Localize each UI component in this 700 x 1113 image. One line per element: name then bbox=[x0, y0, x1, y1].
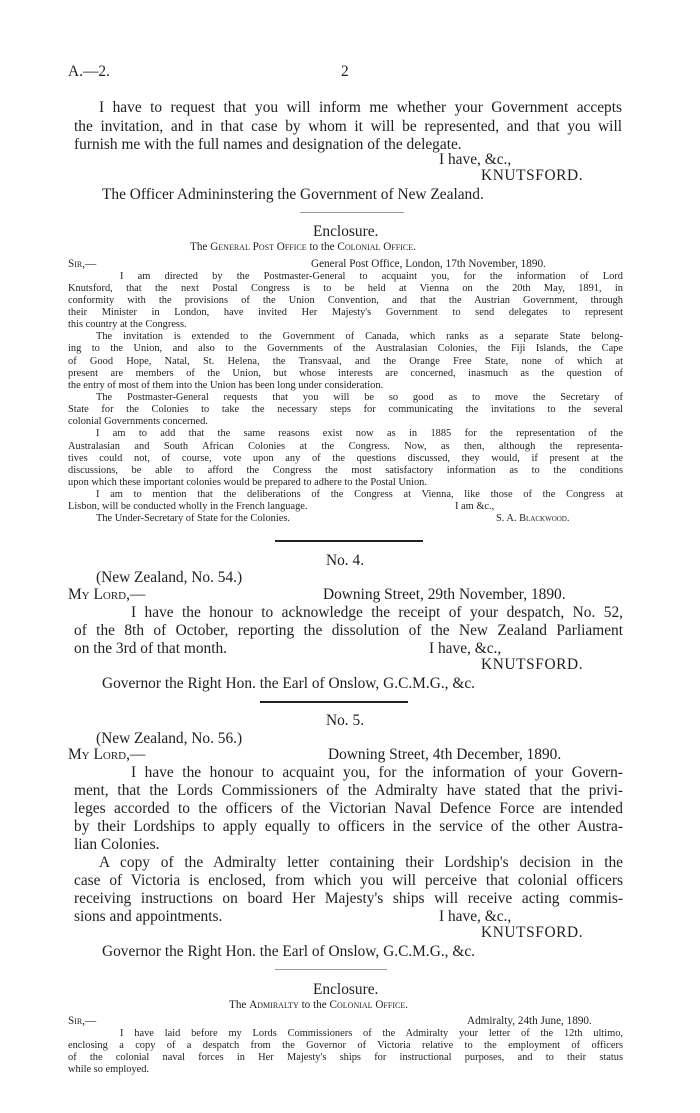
addressee: The Officer Admininstering the Government of New Zealand. bbox=[102, 186, 484, 203]
paragraph-line: their Minister in London, have invited Her Majesty's Government to send delegates to represent bbox=[68, 307, 623, 318]
place-date: Admiralty, 24th June, 1890. bbox=[467, 1015, 592, 1027]
divider bbox=[300, 212, 404, 213]
enclosure-subheading: The Admiralty to the Colonial Office. bbox=[229, 999, 409, 1011]
salutation: My Lord,— bbox=[68, 746, 146, 763]
paragraph-line: the entry of most of them into the Union has been long under consideration. bbox=[68, 380, 384, 391]
despatch-reference: (New Zealand, No. 54.) bbox=[96, 569, 243, 586]
section-divider bbox=[260, 701, 408, 703]
signature: KNUTSFORD. bbox=[481, 167, 584, 184]
salutation: My Lord,— bbox=[68, 586, 146, 603]
despatch-reference: (New Zealand, No. 56.) bbox=[96, 730, 243, 747]
paragraph-line: lian Colonies. bbox=[74, 836, 160, 853]
addressee: Governor the Right Hon. the Earl of Onslow, G.C.M.G., &c. bbox=[102, 943, 476, 960]
paragraph-line: leges accorded to the officers of the Victorian Naval Defence Force are intended bbox=[74, 800, 623, 817]
place-date: Downing Street, 4th December, 1890. bbox=[328, 746, 562, 763]
paragraph-line: Australasian and South African Colonies at the Congress. Now, as then, although the representa- bbox=[68, 441, 623, 452]
addressee: The Under-Secretary of State for the Colonies. bbox=[96, 513, 290, 524]
paragraph-line: colonial Governments concerned. bbox=[68, 416, 208, 427]
despatch-heading: No. 4. bbox=[326, 552, 365, 569]
place-date: General Post Office, London, 17th November, 1890. bbox=[311, 258, 546, 270]
paragraph-line: I am to mention that the deliberations of the Congress at Vienna, like those of the Congress at bbox=[96, 489, 623, 500]
paragraph-line: discussions, be able to afford the Congress the most satisfactory information as to the conditions bbox=[68, 465, 623, 476]
paragraph-line: present are members of the Union, but whose interests are concerned, inasmuch as the question of bbox=[68, 368, 623, 379]
paragraph-line: I am to add that the same reasons exist now as in 1885 for the representation of the bbox=[96, 428, 623, 439]
closing: I have, &c., bbox=[429, 640, 502, 657]
paragraph-line: while so employed. bbox=[68, 1064, 150, 1075]
paragraph-line: of Good Hope, Natal, St. Helena, the Transvaal, and the Orange Free State, none of which at bbox=[68, 356, 623, 367]
paragraph-line: ing to the Union, and also to the Governments of the Australasian Colonies, the Fiji Islands, the Cape bbox=[68, 343, 623, 354]
salutation: Sir,— bbox=[68, 1015, 97, 1027]
paragraph-line: I have laid before my Lords Commissioners of the Admiralty your letter of the 12th ultimo, bbox=[120, 1028, 623, 1039]
paragraph-line: of the 8th of October, reporting the dissolution of the New Zealand Parliament bbox=[74, 622, 623, 639]
paragraph-line: Knutsford, that the next Postal Congress is to be held at Vienna on the 20th May, 1891, in bbox=[68, 283, 623, 294]
paragraph-line: The Postmaster-General requests that you will be so good as to move the Secretary of bbox=[96, 392, 623, 403]
paragraph-line: State for the Colonies to take the necessary steps for communicating the invitations to the several bbox=[68, 404, 623, 415]
paragraph-line: Lisbon, will be conducted wholly in the French language. bbox=[68, 501, 308, 512]
paragraph-line: The invitation is extended to the Government of Canada, which ranks as a separate State belong- bbox=[96, 331, 623, 342]
signature: S. A. Blackwood. bbox=[496, 513, 570, 524]
paragraph-line: A copy of the Admiralty letter containing their Lordship's decision in the bbox=[99, 854, 623, 871]
paragraph-line: by their Lordships to apply equally to officers in the service of the other Austra- bbox=[74, 818, 623, 835]
paragraph-line: furnish me with the full names and designation of the delegate. bbox=[74, 136, 462, 153]
paragraph-line: this country at the Congress. bbox=[68, 319, 187, 330]
salutation: Sir,— bbox=[68, 258, 97, 270]
enclosure-heading: Enclosure. bbox=[313, 223, 379, 240]
despatch-heading: No. 5. bbox=[326, 712, 365, 729]
paragraph-line: ment, that the Lords Commissioners of the Admiralty have stated that the privi- bbox=[74, 782, 623, 799]
page-number: 2 bbox=[341, 63, 349, 80]
divider bbox=[275, 969, 387, 970]
paragraph-line: on the 3rd of that month. bbox=[74, 640, 228, 657]
paragraph-line: of the colonial naval forces in Her Majesty's ships for instructional purposes, and to their status bbox=[68, 1052, 623, 1063]
signature: KNUTSFORD. bbox=[481, 924, 584, 941]
paragraph-line: upon which these important colonies would be prepared to adhere to the Postal Union. bbox=[68, 477, 427, 488]
paragraph-line: I have to request that you will inform me whether your Government accepts bbox=[99, 99, 622, 116]
paragraph-line: I have the honour to acknowledge the receipt of your despatch, No. 52, bbox=[131, 604, 623, 621]
paragraph-line: case of Victoria is enclosed, from which you will perceive that colonial officers bbox=[74, 872, 623, 889]
section-divider bbox=[275, 540, 423, 542]
paragraph-line: tives could not, of course, vote upon any of the questions discussed, they would, if present at the bbox=[68, 453, 623, 464]
paragraph-line: I have the honour to acquaint you, for the information of your Govern- bbox=[131, 764, 623, 781]
document-reference: A.—2. bbox=[68, 63, 110, 80]
closing: I have, &c., bbox=[439, 908, 512, 925]
paragraph-line: conformity with the provisions of the Union Convention, and that the Austrian Government, through bbox=[68, 295, 623, 306]
addressee: Governor the Right Hon. the Earl of Onslow, G.C.M.G., &c. bbox=[102, 675, 476, 692]
closing: I have, &c., bbox=[439, 151, 512, 168]
paragraph-line: enclosing a copy of a despatch from the Governor of Victoria relative to the employment of officers bbox=[68, 1040, 623, 1051]
closing: I am &c., bbox=[455, 501, 495, 512]
paragraph-line: sions and appointments. bbox=[74, 908, 223, 925]
signature: KNUTSFORD. bbox=[481, 656, 584, 673]
place-date: Downing Street, 29th November, 1890. bbox=[323, 586, 566, 603]
paragraph-line: the invitation, and in that case by whom it will be represented, and that you will bbox=[74, 118, 622, 135]
enclosure-heading: Enclosure. bbox=[313, 981, 379, 998]
paragraph-line: I am directed by the Postmaster-General to acquaint you, for the information of Lord bbox=[120, 271, 623, 282]
paragraph-line: receiving instructions on board Her Majesty's ships will receive acting commis- bbox=[74, 890, 623, 907]
enclosure-subheading: The General Post Office to the Colonial Office. bbox=[190, 241, 416, 253]
